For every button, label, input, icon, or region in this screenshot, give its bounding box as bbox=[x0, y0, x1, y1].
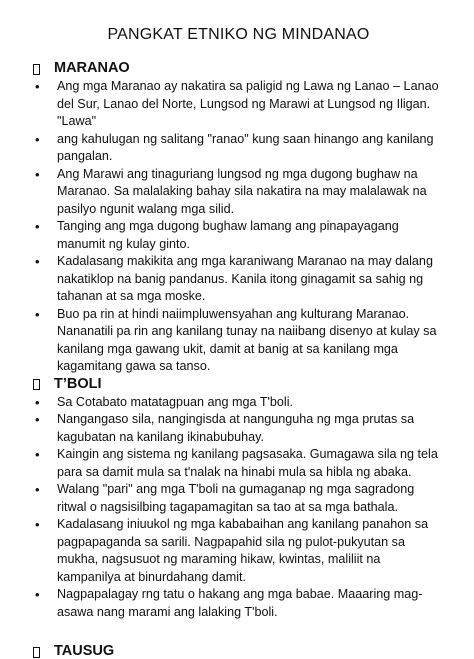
list-item: • ang kahulugan ng salitang "ranao" kung saan hinango ang kanilang pangalan. bbox=[33, 131, 444, 166]
section-maranao bbox=[33, 60, 444, 376]
list-item: • Kadalasang makikita ang mga karaniwang Maranao na may dalang nakatiklop na banig pandanus. Kanila itong ginagamit sa sahig ng tahanan at sa mga moske. bbox=[33, 253, 444, 306]
section-heading-text: TAUSUG bbox=[54, 643, 115, 659]
list-item: • Walang "pari" ang mga T'boli na gumaganap ng mga sagradong ritwal o nagsisilbing tagapamagitan sa tao at sa mga bathala. bbox=[33, 481, 444, 516]
missing-glyph-icon bbox=[33, 64, 40, 75]
section-heading bbox=[33, 643, 444, 659]
list-item: • Kaingin ang sistema ng kanilang pagsasaka. Gumagawa sila ng tela para sa damit mula sa t'nalak na hinabi mula sa hibla ng abaka. bbox=[33, 446, 444, 481]
list-item: • Nangangaso sila, nangingisda at nangunguha ng mga prutas sa kagubatan na kanilang ikinabubuhay. bbox=[33, 411, 444, 446]
section-tboli bbox=[33, 376, 444, 622]
section-heading-text: MARANAO bbox=[54, 60, 130, 76]
list-item: • Tanging ang mga dugong bughaw lamang ang pinapayagang manumit ng kulay ginto. bbox=[33, 218, 444, 253]
missing-glyph-icon bbox=[33, 379, 40, 390]
list-item: • Ang mga Maranao ay nakatira sa paligid ng Lawa ng Lanao – Lanao del Sur, Lanao del Norte, Lungsod ng Marawi at Lungsod ng Iligan. "Lawa" bbox=[33, 78, 444, 131]
page-title: PANGKAT ETNIKO NG MINDANAO bbox=[107, 26, 370, 43]
section-heading bbox=[33, 60, 444, 76]
list-item: • Nagpapalagay rng tatu o hakang ang mga babae. Maaaring mag-asawa nang marami ang lalaking T'boli. bbox=[33, 586, 444, 621]
list-item: • Buo pa rin at hindi naiimpluwensyahan ang kulturang Maranao. Nananatili pa rin ang kanilang tunay na naiibang disenyo at kulay sa kanilang mga gawang ukit, damit at banig at sa kanilang mga kagamitang gawa sa tanso. bbox=[33, 306, 444, 376]
list-item: • Kadalasang iniuukol ng mga kababaihan ang kanilang panahon sa pagpapaganda sa sarili. Nagpapahid sila ng pulot-pukyutan sa mukha, nagsusuot ng maraming hikaw, kwintas, maliliit na kampanilya at binurdahang damit. bbox=[33, 516, 444, 586]
missing-glyph-icon bbox=[33, 647, 40, 658]
section-heading bbox=[33, 376, 444, 392]
section-tausug bbox=[33, 643, 444, 659]
list-item: • Ang Marawi ang tinaguriang lungsod ng mga dugong bughaw na Maranao. Sa malalaking bahay sila nakatira na may malalawak na pasilyo ngunit walang mga silid. bbox=[33, 166, 444, 219]
bullet-list bbox=[33, 394, 444, 622]
section-heading-text: T’BOLI bbox=[54, 375, 102, 392]
list-item: • Sa Cotabato matatagpuan ang mga T'boli. bbox=[33, 394, 444, 412]
bullet-list bbox=[33, 78, 444, 376]
